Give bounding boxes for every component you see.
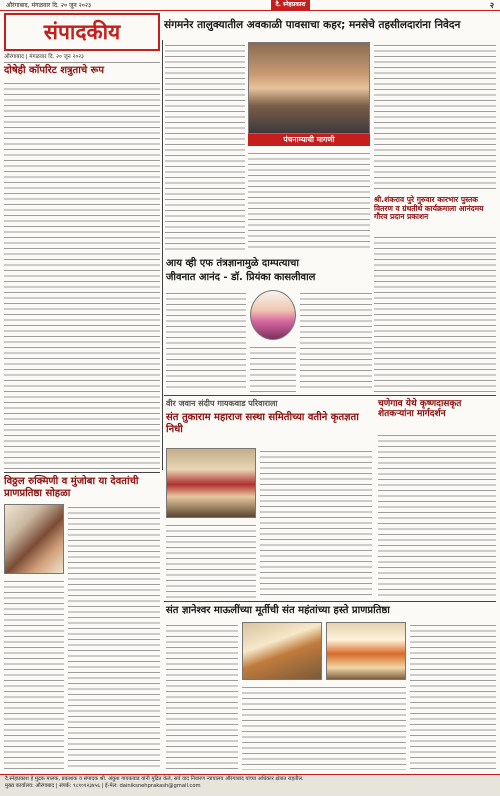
main-story-body-3 <box>374 42 496 192</box>
vitthal-body-2 <box>4 578 64 770</box>
tukaram-body <box>260 448 372 598</box>
imprint-line-1: दै.स्नेहप्रकाश हे मुद्रक मालक, प्रकाशक व संपादक श्री. अंकुश गायकवाड यांनी मुद्रित केले, सर्व वाद निवारण न्यायालय औरंगाबाद यांच्या अधिकार क्षेत्रात राहतील. <box>5 776 304 782</box>
section-masthead <box>4 13 160 51</box>
ivf-headline-line-1: आय व्ही एफ तंत्रज्ञानामुळे दाम्पत्याचा <box>166 258 299 269</box>
imprint-line-2: मुख्य कार्यालय: औरंगाबाद | संपर्क: ९८९०१२३४५६ | ई-मेल: dainiksnehprakash@gmail.com <box>5 782 201 789</box>
issue-date: औरंगाबाद, मंगळवार दि. २० जून २०२३ <box>6 2 92 9</box>
main-story-photo <box>248 42 370 134</box>
dnyaneshwar-body-2 <box>242 684 406 770</box>
page-header-bar <box>0 0 500 11</box>
editorial-headline: दोषेही कॉपरिट शत्रुताचे रूप <box>4 65 105 76</box>
dnyaneshwar-body-3 <box>410 622 496 770</box>
vitthal-headline: विठ्ठल रुक्मिणी व मुंजोबा या देवतांची प्राणप्रतिष्ठा सोहळा <box>4 476 139 499</box>
doctor-portrait <box>250 290 296 340</box>
section-rule <box>164 395 496 396</box>
tukaram-body-2 <box>166 522 256 598</box>
vitthal-photo <box>4 504 64 574</box>
photo-caption: पंचनाम्याची मागणी <box>248 134 370 146</box>
newspaper-name: दै. स्नेहप्रकाश <box>271 0 309 10</box>
bhoomi-headline: श्री.शंकराव पुरे गुरुवार कारभार पुस्तक वितरण व ग्रंथतीर्थ कार्यक्रमाला आनंदमय गौरव प्रदान प्रकाशन <box>374 195 484 222</box>
ivf-headline-line-2: जीवनात आनंद - डॉ. प्रियंका कासलीवाल <box>166 272 316 283</box>
editorial-dateline: औरंगाबाद | मंगळवार दि. २० जून २०२३ <box>4 54 160 63</box>
ivf-body-2 <box>300 290 372 392</box>
main-story-body <box>165 42 245 252</box>
ivf-body <box>166 290 246 392</box>
bhoomi-body <box>374 234 496 392</box>
tukaram-kicker: वीर जवान संदीप गायकवाड परिवाराला <box>166 399 278 408</box>
bottom-section-rule <box>164 601 496 602</box>
imprint-footer <box>0 774 500 796</box>
tukaram-photo <box>166 448 256 518</box>
dnyaneshwar-headline: संत ज्ञानेश्वर माऊलींच्या मूर्तीची संत महंतांच्या हस्ते प्राणप्रतिष्ठा <box>166 605 390 616</box>
editorial-body <box>4 80 160 470</box>
dnyaneshwar-body <box>166 622 238 770</box>
main-story-body-2 <box>248 150 370 252</box>
vitthal-body <box>68 504 160 770</box>
dnyaneshwar-photo-2 <box>326 622 406 680</box>
page-number: २ <box>489 0 494 10</box>
dnyaneshwar-photo-1 <box>242 622 322 680</box>
column-rule <box>162 40 163 470</box>
chanegaon-body <box>378 432 496 598</box>
tukaram-headline: संत तुकाराम महाराज सस्था समितीच्या वतीने कृतज्ञता निधी <box>166 412 359 435</box>
chanegaon-headline: चणेगाव येथे कृष्णदासकृत शेतकऱ्यांना मार्गदर्शन <box>378 399 462 420</box>
ivf-body-3 <box>250 344 296 392</box>
left-section-rule <box>4 472 160 473</box>
section-title: संपादकीय <box>43 19 121 44</box>
main-headline: संगमनेर तालुक्यातील अवकाळी पावसाचा कहर; मनसेचे तहसीलदारांना निवेदन <box>164 19 461 31</box>
